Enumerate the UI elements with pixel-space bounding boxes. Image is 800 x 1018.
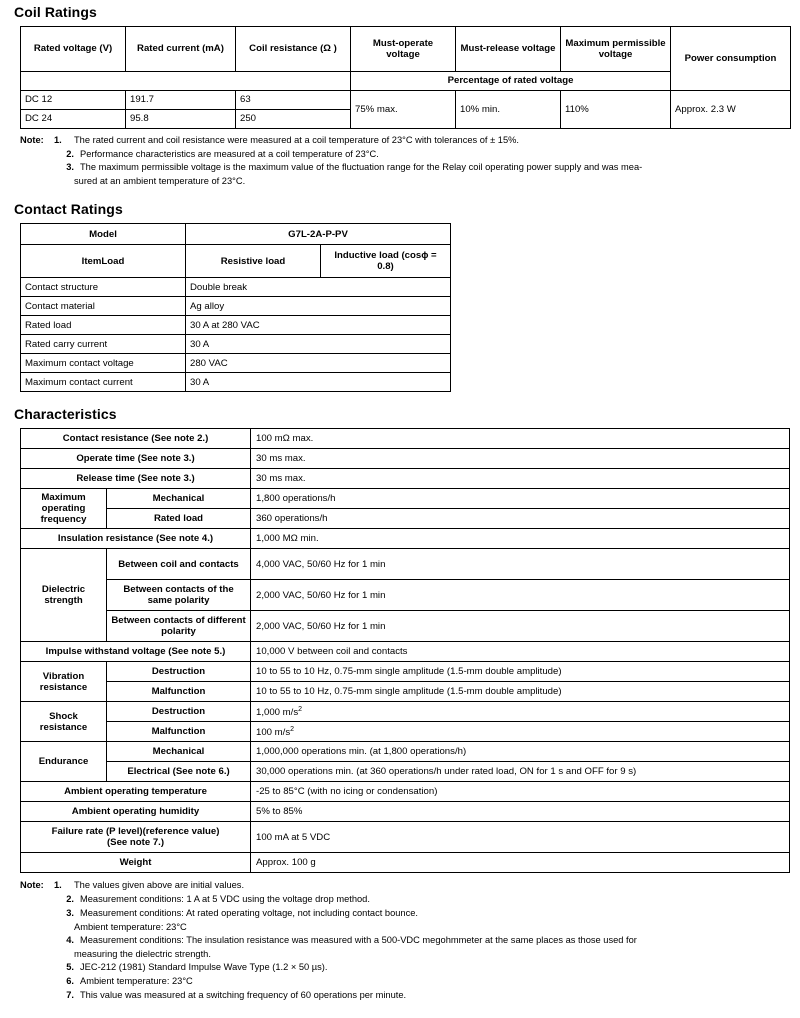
label-between-coil-and-contacts: Between coil and contacts <box>107 549 251 580</box>
header-power-consumption: Power consumption <box>671 27 791 91</box>
note-item <box>20 961 786 974</box>
spacer-cell-3 <box>236 72 351 91</box>
table-row <box>21 611 790 642</box>
note-item <box>20 907 786 920</box>
label-vibration-resistance: Vibration resistance <box>21 662 107 702</box>
cell-rated-current-dc24: 95.8 <box>126 110 236 129</box>
row-label-max-contact-voltage: Maximum contact voltage <box>21 354 186 373</box>
table-row <box>21 853 790 873</box>
note-text-3: The maximum permissible voltage is the maximum value of the fluctuation range for the Relay coil operating power supply and was mea- <box>80 162 643 173</box>
label-mechanical-frequency: Mechanical <box>107 489 251 509</box>
value-impulse-withstand-voltage: 10,000 V between coil and contacts <box>251 642 790 662</box>
label-shock-malfunction: Malfunction <box>107 722 251 742</box>
note-text-1: The rated current and coil resistance were measured at a coil temperature of 23°C with tolerances of ± 15%. <box>74 135 519 145</box>
label-ambient-operating-humidity: Ambient operating humidity <box>21 802 251 822</box>
label-operate-time: Operate time (See note 3.) <box>21 449 251 469</box>
label-between-contacts-same-polarity: Between contacts of the same polarity <box>107 580 251 611</box>
note-number-3: 3. <box>66 162 74 173</box>
label-rated-load-frequency: Rated load <box>107 509 251 529</box>
row-value-max-contact-current: 30 A <box>186 373 451 392</box>
table-row <box>21 509 790 529</box>
note-text-1: The values given above are initial values. <box>74 880 245 891</box>
value-mechanical-frequency: 1,800 operations/h <box>251 489 790 509</box>
header-coil-resistance: Coil resistance (Ω ) <box>236 27 351 72</box>
note-item <box>20 148 786 161</box>
cell-coil-resistance-dc24: 250 <box>236 110 351 129</box>
header-model-name: G7L-2A-P-PV <box>186 224 451 245</box>
cell-must-operate: 75% max. <box>351 91 456 129</box>
table-row <box>21 702 790 722</box>
value-between-contacts-different-polarity: 2,000 VAC, 50/60 Hz for 1 min <box>251 611 790 642</box>
table-row <box>21 429 790 449</box>
value-operate-time: 30 ms max. <box>251 449 790 469</box>
note-number-7: 7. <box>66 990 74 1001</box>
header-resistive-load: Resistive load <box>186 245 321 278</box>
value-between-contacts-same-polarity: 2,000 VAC, 50/60 Hz for 1 min <box>251 580 790 611</box>
table-row <box>21 662 790 682</box>
label-endurance-electrical: Electrical (See note 6.) <box>107 762 251 782</box>
label-weight: Weight <box>21 853 251 873</box>
note-text-4: Measurement conditions: The insulation resistance was measured with a 500-VDC megohmmeter at the same places as those used for <box>80 935 637 946</box>
table-row <box>21 742 790 762</box>
label-insulation-resistance: Insulation resistance (See note 4.) <box>21 529 251 549</box>
value-release-time: 30 ms max. <box>251 469 790 489</box>
header-must-operate-voltage: Must-operate voltage <box>351 27 456 72</box>
cell-max-permissible: 110% <box>561 91 671 129</box>
notes-label: Note: <box>20 135 44 145</box>
row-value-contact-structure: Double break <box>186 278 451 297</box>
characteristics-title: Characteristics <box>14 406 117 423</box>
header-item-load: ItemLoad <box>21 245 186 278</box>
header-max-permissible-voltage: Maximum permissible voltage <box>561 27 671 72</box>
table-header-row <box>21 224 451 245</box>
row-value-max-contact-voltage: 280 VAC <box>186 354 451 373</box>
value-contact-resistance: 100 mΩ max. <box>251 429 790 449</box>
table-row <box>21 782 790 802</box>
percentage-of-rated-voltage-label: Percentage of rated voltage <box>351 72 671 91</box>
cell-rated-voltage-dc12: DC 12 <box>21 91 126 110</box>
table-row <box>21 529 790 549</box>
note-item <box>20 975 786 988</box>
table-header-row <box>21 27 791 72</box>
note-number-1: 1. <box>54 880 62 891</box>
table-row <box>21 642 790 662</box>
value-failure-rate: 100 mA at 5 VDC <box>251 822 790 853</box>
table-row <box>21 91 791 110</box>
row-label-contact-material: Contact material <box>21 297 186 316</box>
table-row <box>21 373 451 392</box>
header-inductive-load: Inductive load (cosϕ = 0.8) <box>321 245 451 278</box>
label-failure-rate <box>21 822 251 853</box>
header-model: Model <box>21 224 186 245</box>
label-vibration-destruction: Destruction <box>107 662 251 682</box>
contact-ratings-table <box>20 223 451 392</box>
table-row <box>21 549 790 580</box>
note-item <box>20 893 786 906</box>
value-endurance-mechanical: 1,000,000 operations min. (at 1,800 operations/h) <box>251 742 790 762</box>
superscript-2: 2 <box>290 725 295 733</box>
contact-ratings-title: Contact Ratings <box>14 201 123 218</box>
row-label-rated-load: Rated load <box>21 316 186 335</box>
note-number-1: 1. <box>54 135 62 145</box>
row-value-contact-material: Ag alloy <box>186 297 451 316</box>
label-ambient-operating-temperature: Ambient operating temperature <box>21 782 251 802</box>
note-text-7: This value was measured at a switching frequency of 60 operations per minute. <box>80 990 407 1001</box>
cell-rated-voltage-dc24: DC 24 <box>21 110 126 129</box>
note-number-2: 2. <box>66 894 74 905</box>
value-shock-destruction-text: 1,000 m/s <box>256 706 299 718</box>
table-row <box>21 354 451 373</box>
value-between-coil-and-contacts: 4,000 VAC, 50/60 Hz for 1 min <box>251 549 790 580</box>
table-row <box>21 762 790 782</box>
row-label-rated-carry-current: Rated carry current <box>21 335 186 354</box>
value-weight: Approx. 100 g <box>251 853 790 873</box>
cell-coil-resistance-dc12: 63 <box>236 91 351 110</box>
coil-ratings-title: Coil Ratings <box>14 4 97 20</box>
row-value-rated-carry-current: 30 A <box>186 335 451 354</box>
table-row <box>21 316 451 335</box>
note-number-6: 6. <box>66 976 74 987</box>
label-max-operating-frequency: Maximum operating frequency <box>21 489 107 529</box>
label-failure-rate-line1: Failure rate (P level)(reference value) <box>51 826 220 838</box>
note-item <box>20 134 786 147</box>
table-row <box>21 469 790 489</box>
note-text-2: Performance characteristics are measured at a coil temperature of 23°C. <box>80 148 379 159</box>
note-text-3-cont: sured at an ambient temperature of 23°C. <box>74 175 246 186</box>
note-text-4-cont: measuring the dielectric strength. <box>74 949 211 960</box>
note-number-3: 3. <box>66 908 74 919</box>
value-rated-load-frequency: 360 operations/h <box>251 509 790 529</box>
table-row <box>21 278 451 297</box>
table-row <box>21 449 790 469</box>
header-rated-voltage: Rated voltage (V) <box>21 27 126 72</box>
label-contact-resistance: Contact resistance (See note 2.) <box>21 429 251 449</box>
row-value-rated-load: 30 A at 280 VAC <box>186 316 451 335</box>
note-text-3-cont: Ambient temperature: 23°C <box>74 922 187 933</box>
note-item <box>20 989 786 1002</box>
characteristics-notes <box>20 879 786 1002</box>
value-shock-malfunction-text: 100 m/s <box>256 726 291 738</box>
superscript-2: 2 <box>298 705 303 713</box>
value-vibration-destruction: 10 to 55 to 10 Hz, 0.75-mm single amplitude (1.5-mm double amplitude) <box>251 662 790 682</box>
value-ambient-operating-temperature: -25 to 85°C (with no icing or condensation) <box>251 782 790 802</box>
note-text-6: Ambient temperature: 23°C <box>80 976 193 987</box>
datasheet-page <box>0 4 800 1002</box>
label-failure-rate-line2: (See note 7.) <box>106 837 165 849</box>
value-insulation-resistance: 1,000 MΩ min. <box>251 529 790 549</box>
value-shock-malfunction <box>251 722 790 742</box>
label-endurance-mechanical: Mechanical <box>107 742 251 762</box>
note-item <box>20 879 786 892</box>
value-ambient-operating-humidity: 5% to 85% <box>251 802 790 822</box>
label-vibration-malfunction: Malfunction <box>107 682 251 702</box>
note-number-4: 4. <box>66 935 74 946</box>
table-row <box>21 335 451 354</box>
header-must-release-voltage: Must-release voltage <box>456 27 561 72</box>
value-shock-destruction <box>251 702 790 722</box>
label-shock-destruction: Destruction <box>107 702 251 722</box>
coil-ratings-notes <box>20 134 786 187</box>
table-header-row <box>21 245 451 278</box>
spacer-cell-2 <box>126 72 236 91</box>
note-text-5: JEC-212 (1981) Standard Impulse Wave Type (1.2 × 50 µs). <box>80 962 328 973</box>
label-impulse-withstand-voltage: Impulse withstand voltage (See note 5.) <box>21 642 251 662</box>
table-row <box>21 580 790 611</box>
coil-ratings-table <box>20 26 791 129</box>
table-row <box>21 802 790 822</box>
cell-must-release: 10% min. <box>456 91 561 129</box>
table-row <box>21 297 451 316</box>
value-endurance-electrical: 30,000 operations min. (at 360 operations/h under rated load, ON for 1 s and OFF for 9 s) <box>251 762 790 782</box>
notes-label: Note: <box>20 880 44 891</box>
row-label-contact-structure: Contact structure <box>21 278 186 297</box>
cell-rated-current-dc12: 191.7 <box>126 91 236 110</box>
note-text-3: Measurement conditions: At rated operating voltage, not including contact bounce. <box>80 908 419 919</box>
table-row <box>21 722 790 742</box>
table-row <box>21 489 790 509</box>
row-label-max-contact-current: Maximum contact current <box>21 373 186 392</box>
note-text-2: Measurement conditions: 1 A at 5 VDC using the voltage drop method. <box>80 894 370 905</box>
characteristics-table <box>20 428 790 873</box>
note-item <box>20 161 786 174</box>
label-dielectric-strength: Dielectric strength <box>21 549 107 642</box>
table-row <box>21 682 790 702</box>
label-between-contacts-different-polarity: Between contacts of different polarity <box>107 611 251 642</box>
note-number-2: 2. <box>66 148 74 159</box>
label-shock-resistance: Shock resistance <box>21 702 107 742</box>
header-rated-current: Rated current (mA) <box>126 27 236 72</box>
label-endurance: Endurance <box>21 742 107 782</box>
spacer-cell-1 <box>21 72 126 91</box>
cell-power-consumption: Approx. 2.3 W <box>671 91 791 129</box>
label-release-time: Release time (See note 3.) <box>21 469 251 489</box>
value-vibration-malfunction: 10 to 55 to 10 Hz, 0.75-mm single amplitude (1.5-mm double amplitude) <box>251 682 790 702</box>
table-row <box>21 822 790 853</box>
note-number-5: 5. <box>66 962 74 973</box>
note-item <box>20 934 786 947</box>
